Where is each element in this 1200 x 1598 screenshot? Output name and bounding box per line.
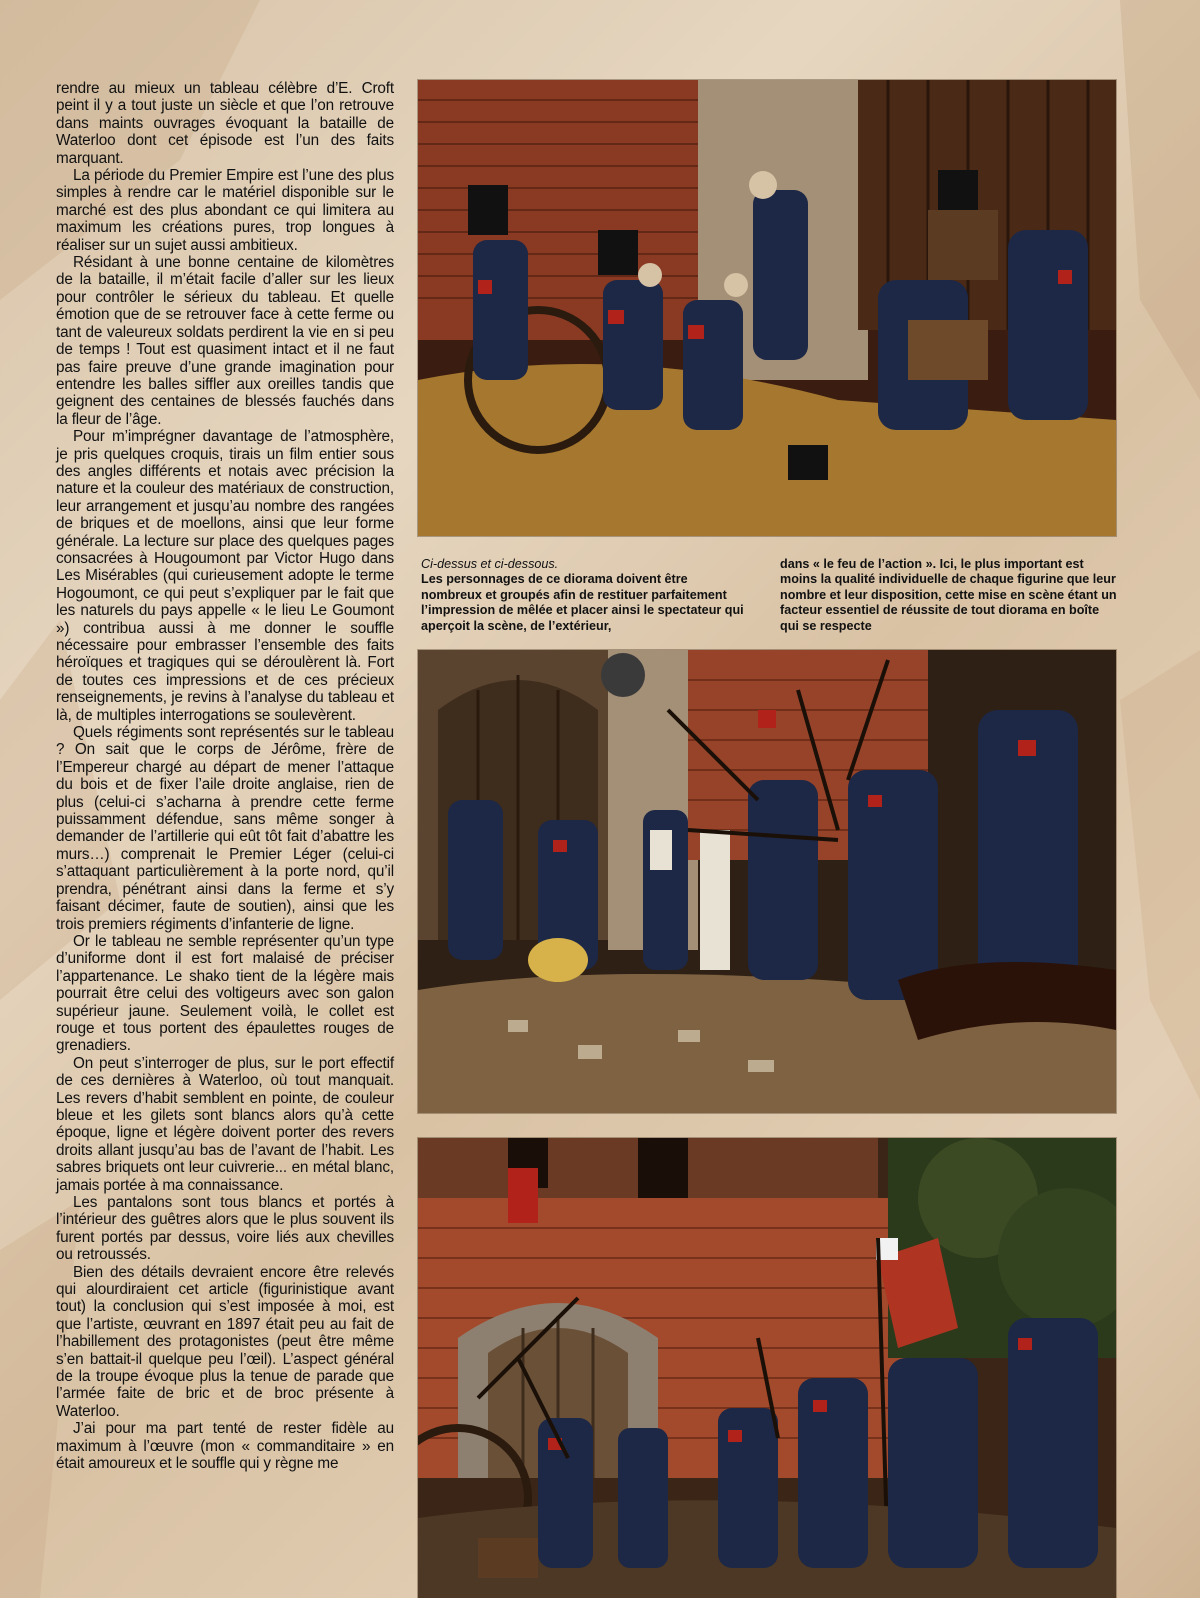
caption-intro: Ci-dessus et ci-dessous. (421, 557, 559, 571)
article-paragraph: Bien des détails devraient encore être relevés qui alourdiraient cet article (figurinistique avant tout) la conclusion qui s’est imposée à moi, est que l’artiste, œuvrant en 1897 était peu au fait de l’habillement des protagonistes (peut être même s’en battait-il quelque peu l’œil). L’aspect général de la troupe évoque plus la tenue de parade que l’armée faite de bric et de broc présente à Waterloo. (56, 1263, 394, 1420)
photo-caption-right (780, 557, 1120, 634)
photo-caption-left (421, 557, 751, 634)
article-paragraph: Résidant à une bonne centaine de kilomètres de la bataille, il m’était facile d’aller sur les lieux pour contrôler le sérieux du tableau. Et quelle émotion que de se retrouver face à cette ferme ou tant de valeureux soldats perdirent la vie en si peu de temps ! Tout est quasiment intact et il ne faut pas faire preuve d’une grande imagination pour entendre les balles siffler aux oreilles tandis que geignent des centaines de blessés fauchés dans la fleur de l’âge. (56, 254, 394, 428)
caption-body: Les personnages de ce diorama doivent être nombreux et groupés afin de restituer parfaitement l’impression de mêlée et placer ainsi le spectateur qui aperçoit la scène, de l’extérieur, (421, 572, 744, 633)
article-paragraph: On peut s’interroger de plus, sur le port effectif de ces dernières à Waterloo, où tout manquait. Les revers d’habit semblent en pointe, de couleur bleue et les gilets sont blancs alors qu’à cette époque, ligne et légère doivent porter des revers droits allant jusqu’au bas de l’avant de l’habit. Les sabres briquets ont leur cuivrerie... en métal blanc, jamais portée à ma connaissance. (56, 1054, 394, 1194)
article-paragraph: J’ai pour ma part tenté de rester fidèle au maximum à l’œuvre (mon « commanditaire » en était amoureux et le souffle qui y règne me (56, 1420, 394, 1473)
article-paragraph: rendre au mieux un tableau célèbre d’E. Croft peint il y a tout juste un siècle et que l’on retrouve dans maints ouvrages évoquant la bataille de Waterloo dont cet épisode est l’un des faits marquant. (56, 80, 394, 167)
article-paragraph: Quels régiments sont représentés sur le tableau ? On sait que le corps de Jérôme, frère de l’Empereur chargé au départ de mener l’attaque du bois et de fixer l’aile droite anglaise, rien de plus (celui-ci s’acharna à prendre cette ferme puissamment défendue, sans même songer à demander de l’artillerie qui eût tôt fait d’abattre les murs…) comprenait le Premier Léger (celui-ci s’attaquant particulièrement à la porte nord, qu’il prendra, pénétrant ainsi dans la ferme et s’y faisant décimer, faute de soutien), ainsi que les trois premiers régiments d’infanterie de ligne. (56, 724, 394, 933)
diorama-photo-middle (418, 650, 1116, 1113)
article-paragraph: Or le tableau ne semble représenter qu’un type d’uniforme dont il est fort malaisé de préciser l’appartenance. Le shako tient de la légère mais pourrait être celui des voltigeurs avec son galon supérieur jaune. Seulement voilà, le collet est rouge et tous portent des épaulettes rouges de grenadiers. (56, 932, 394, 1055)
diorama-photo-top (418, 80, 1116, 536)
caption-body-continued: dans « le feu de l’action ». Ici, le plus important est moins la qualité individuelle de chaque figurine que leur nombre et leur disposition, cette mise en scène étant un facteur essentiel de réussite de tout diorama en boîte qui se respecte (780, 557, 1117, 633)
diorama-photo-bottom (418, 1138, 1116, 1598)
article-paragraph: La période du Premier Empire est l’une des plus simples à rendre car le matériel disponible sur le marché est des plus abondant ce qui limitera au maximum les créations pures, trop longues à réaliser sur un sujet aussi ambitieux. (56, 167, 394, 254)
article-paragraph: Pour m’imprégner davantage de l’atmosphère, je pris quelques croquis, tirais un film entier sous des angles différents et notais avec précision la nature et la couleur des matériaux de construction, leur arrangement et jusqu’au nombre des rangées de briques et de moellons, ainsi que leur forme générale. La lecture sur place des quelques pages consacrées à Hougoumont par Victor Hugo dans Les Misérables (qui curieusement adopte le terme Hogoumont, ce qui peut s’expliquer par le fait que les naturels du pays appelle « le lieu Le Goumont ») contribua aussi à me donner le souffle nécessaire pour embrasser l’ensemble des faits héroïques et tragiques qui se déroulèrent là. Fort de toutes ces impressions et de ces précieux renseignements, je revins à l’analyse du tableau et là, de multiples interrogations se soulevèrent. (56, 428, 394, 724)
article-paragraph: Les pantalons sont tous blancs et portés à l’intérieur des guêtres alors que le plus souvent ils furent portés par dessus, voire liés aux chevilles ou retroussés. (56, 1194, 394, 1264)
article-text-column (56, 80, 394, 1473)
